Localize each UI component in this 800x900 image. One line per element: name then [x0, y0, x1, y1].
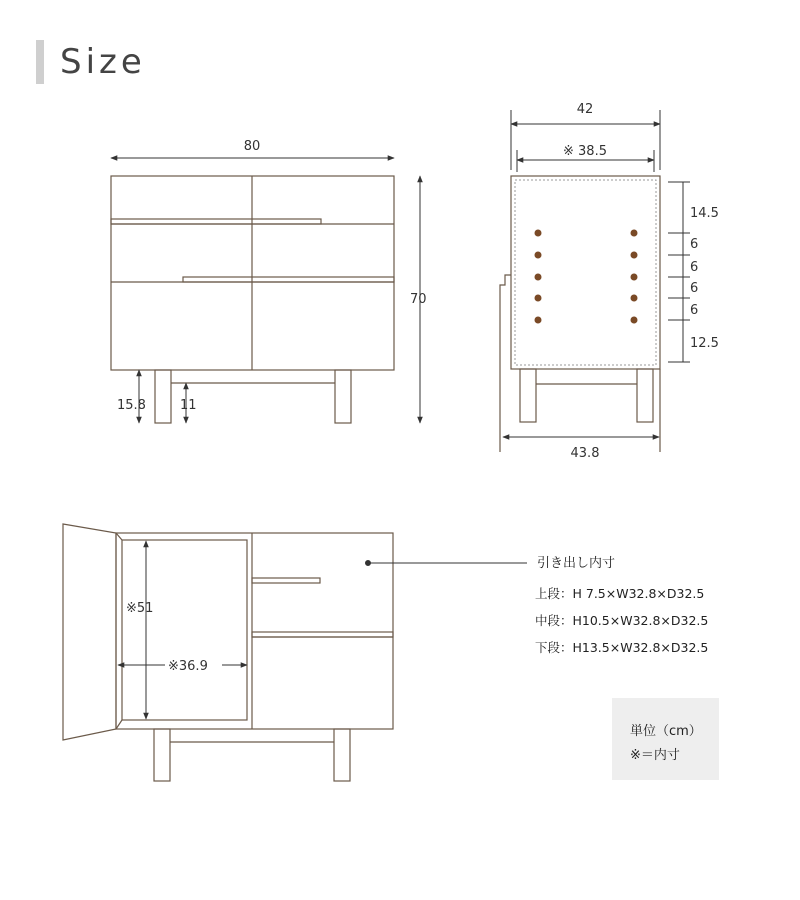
shelf-pin-hole	[631, 317, 638, 324]
open-upper-handle	[252, 578, 320, 583]
front-width-label: 80	[243, 139, 261, 154]
open-interior-cavity	[122, 540, 247, 720]
open-view-cabinet	[63, 524, 393, 781]
unit-note-box	[612, 698, 719, 780]
side-right-leg	[637, 369, 653, 422]
open-left-leg	[154, 729, 170, 781]
front-clearance-label: 11	[180, 398, 197, 413]
side-dimensions	[503, 110, 690, 437]
shelf-pitch-label: 6	[690, 260, 699, 275]
open-dimensions	[118, 541, 527, 719]
front-leg-height-label: 15.8	[117, 398, 146, 413]
front-lower-handle	[183, 277, 394, 282]
drawer-info-heading: 引き出し内寸	[537, 556, 616, 571]
shelf-pitch-label: 6	[690, 303, 699, 318]
drawer-info-row: 中段：H10.5×W32.8×D32.5	[535, 613, 709, 628]
open-door-panel	[63, 524, 116, 740]
shelf-pitch-label: 12.5	[690, 336, 719, 351]
shelf-pin-hole	[631, 252, 638, 259]
shelf-pin-hole	[535, 295, 542, 302]
shelf-pitch-label: 14.5	[690, 206, 719, 221]
side-base-depth-label: 43.8	[570, 446, 600, 461]
shelf-pin-hole	[535, 274, 542, 281]
side-cabinet-body	[511, 176, 660, 369]
open-right-leg	[334, 729, 350, 781]
side-depth-label: 42	[576, 102, 594, 117]
open-lower-handle	[252, 632, 393, 637]
shelf-pin-hole	[535, 252, 542, 259]
side-inner-depth-label: ※ 38.5	[563, 144, 607, 159]
unit-label: 単位（cm）	[630, 724, 702, 739]
drawer-callout-dot	[366, 561, 371, 566]
open-inner-height-label: ※51	[126, 601, 154, 616]
side-inner-dashed	[515, 180, 656, 365]
front-upper-handle	[111, 219, 321, 224]
side-back-edge	[500, 275, 511, 452]
shelf-pin-hole	[631, 274, 638, 281]
side-view-cabinet	[500, 176, 660, 452]
drawer-info-row: 下段：H13.5×W32.8×D32.5	[535, 640, 709, 655]
side-left-leg	[520, 369, 536, 422]
shelf-pitch-label: 6	[690, 237, 699, 252]
shelf-pin-hole	[535, 317, 542, 324]
shelf-pin-hole	[631, 295, 638, 302]
front-height-label: 70	[410, 292, 427, 307]
shelf-pin-hole	[631, 230, 638, 237]
inner-dimension-legend: ※＝内寸	[630, 748, 680, 763]
front-left-leg	[155, 370, 171, 423]
front-view-cabinet	[111, 176, 394, 423]
open-cabinet-body	[116, 533, 393, 729]
shelf-pitch-label: 6	[690, 281, 699, 296]
page-title: Size	[60, 42, 146, 82]
drawer-info-row: 上段：H 7.5×W32.8×D32.5	[535, 586, 705, 601]
shelf-pin-hole	[535, 230, 542, 237]
side-shelf-pins	[535, 230, 638, 324]
open-inner-width-label: ※36.9	[168, 659, 208, 674]
front-right-leg	[335, 370, 351, 423]
